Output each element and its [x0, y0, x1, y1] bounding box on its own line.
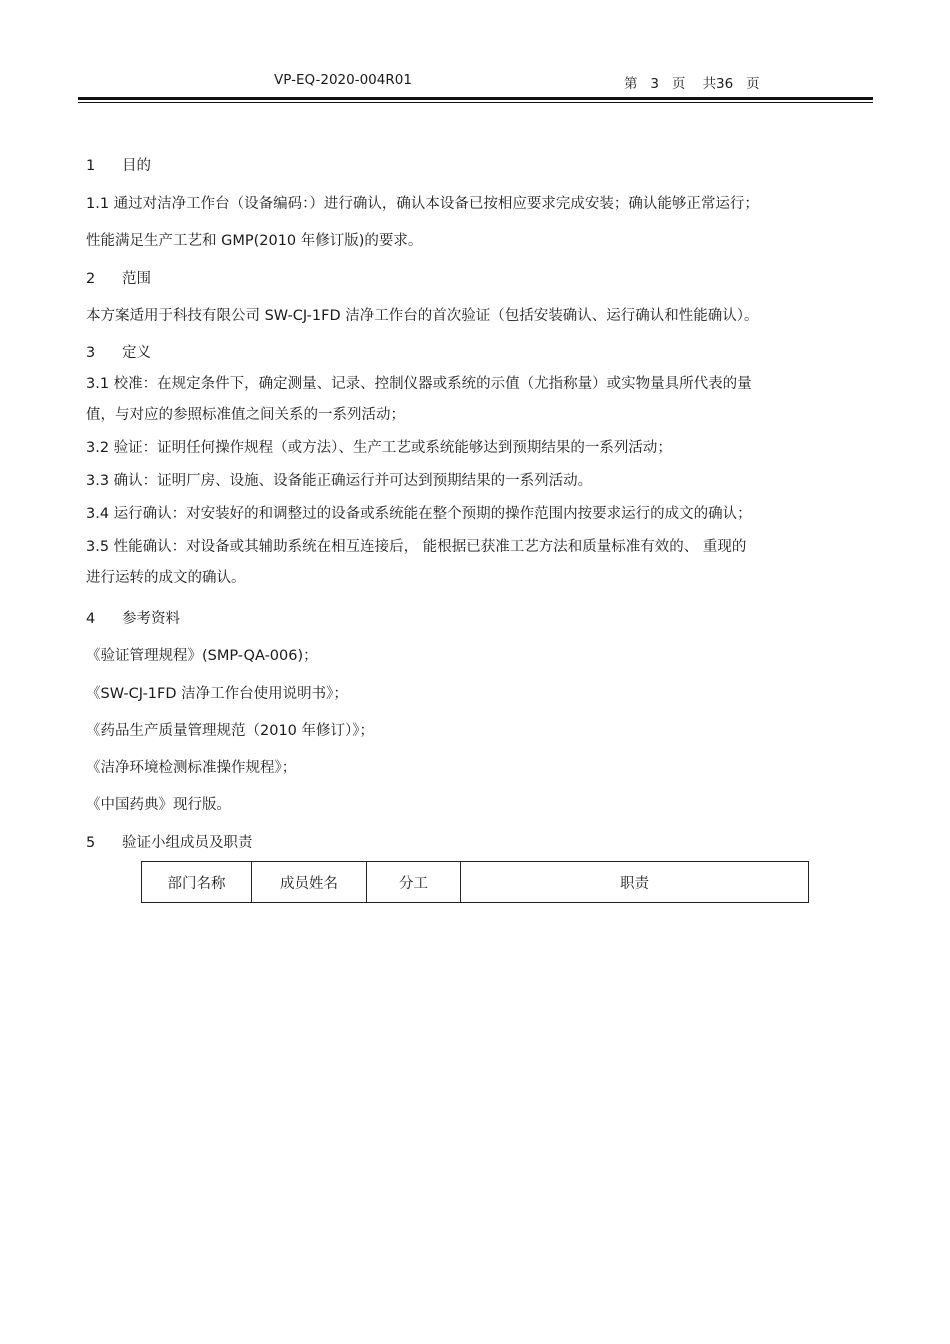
page-label-prefix: 第	[624, 76, 638, 92]
definition-performance-line-2: 进行运转的成文的确认。	[86, 570, 246, 586]
definition-qualification: 3.3 确认：证明厂房、设施、设备能正确运行并可达到预期结果的一系列活动。	[86, 473, 593, 489]
section-heading-purpose	[86, 156, 866, 176]
page-label-page: 页	[671, 76, 686, 92]
section-heading-scope	[86, 269, 866, 289]
reference-item: 《中国药典》现行版。	[86, 797, 231, 813]
section-title: 范围	[122, 271, 151, 287]
section-heading-definitions	[86, 343, 866, 363]
table-header-row	[142, 862, 809, 903]
purpose-line-2: 性能满足生产工艺和 GMP(2010 年修订版)的要求。	[86, 233, 423, 249]
definition-validation: 3.2 验证：证明任何操作规程（或方法）、生产工艺或系统能够达到预期结果的一系列活动；	[86, 440, 672, 456]
team-members-table	[141, 861, 809, 903]
reference-item: 《验证管理规程》(SMP-QA-006)；	[86, 648, 318, 664]
reference-item: 《洁净环境检测标准操作规程》；	[86, 760, 297, 776]
page-total: 共36	[702, 76, 734, 92]
section-number: 5	[86, 835, 96, 851]
page-header	[78, 72, 873, 92]
definition-operational-qualification: 3.4 运行确认：对安装好的和调整过的设备或系统能在整个预期的操作范围内按要求运行的成文的确认；	[86, 506, 752, 522]
section-title: 参考资料	[122, 611, 180, 627]
scope-line-1: 本方案适用于科技有限公司 SW-CJ-1FD 洁净工作台的首次验证（包括安装确认、运行确认和性能确认）。	[86, 308, 759, 324]
header-cell-department: 部门名称	[142, 862, 252, 903]
section-number: 4	[86, 611, 96, 627]
section-title: 定义	[122, 345, 151, 361]
document-code: VP-EQ-2020-004R01	[274, 72, 412, 88]
header-cell-assignment: 分工	[367, 862, 461, 903]
section-number: 1	[86, 158, 96, 174]
definition-calibration-line-2: 值，与对应的参照标准值之间关系的一系列活动；	[86, 407, 405, 423]
reference-item: 《药品生产质量管理规范（2010 年修订）》；	[86, 723, 375, 739]
page-current: 3	[650, 76, 659, 92]
section-title: 目的	[122, 158, 151, 174]
section-number: 2	[86, 271, 96, 287]
page-label-suffix: 页	[746, 76, 760, 92]
header-rule-thick	[78, 97, 873, 100]
header-cell-member-name: 成员姓名	[252, 862, 367, 903]
purpose-line-1: 1.1 通过对洁净工作台（设备编码：）进行确认，确认本设备已按相应要求完成安装；确认能够正常运行；	[86, 196, 759, 212]
header-rule-thin	[78, 102, 873, 103]
section-title: 验证小组成员及职责	[122, 835, 253, 851]
definition-performance-line-1: 3.5 性能确认：对设备或其辅助系统在相互连接后， 能根据已获准工艺方法和质量标准有效的、 重现的	[86, 539, 747, 555]
section-number: 3	[86, 345, 96, 361]
page-number	[624, 72, 760, 92]
definition-calibration-line-1: 3.1 校准：在规定条件下，确定测量、记录、控制仪器或系统的示值（尤指称量）或实物量具所代表的量	[86, 376, 752, 392]
header-cell-responsibility: 职责	[461, 862, 809, 903]
section-heading-team	[86, 833, 866, 853]
reference-item: 《SW-CJ-1FD 洁净工作台使用说明书》；	[86, 686, 348, 702]
section-heading-references	[86, 609, 866, 629]
